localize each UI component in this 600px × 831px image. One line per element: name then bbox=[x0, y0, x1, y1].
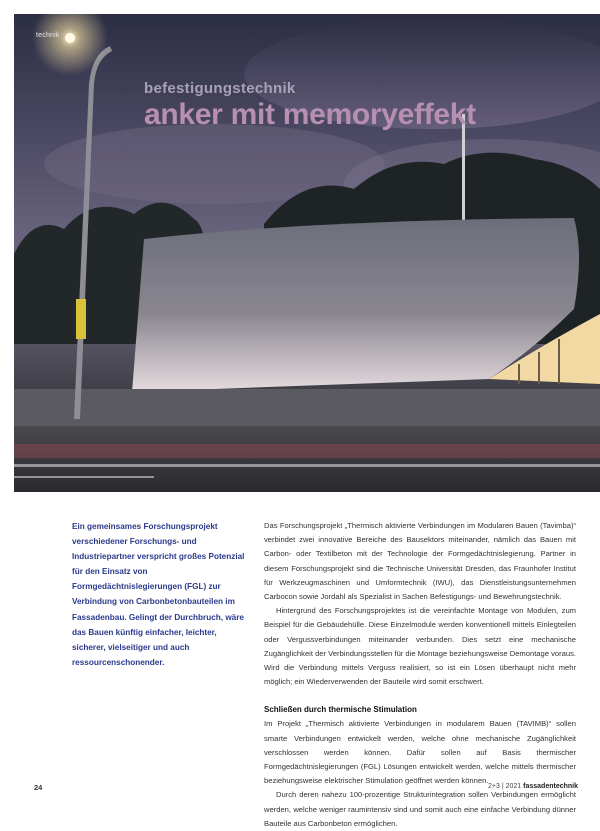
lane-marking bbox=[14, 464, 600, 467]
article-headline: anker mit memoryeffekt bbox=[144, 98, 476, 131]
lane-marking bbox=[14, 476, 154, 478]
body-paragraph-2: Hintergrund des Forschungsprojektes ist die vereinfachte Montage von Modulen, zum Beispiel für die Gebäudehülle. Diese Einzelmodule werden konventionell mittels Einlegteilen oder Vergussverbindungen miteinander verbunden. Dies setzt eine mechanische Zugänglichkeit der Verbindungsstellen für die Montage beziehungsweise Demontage voraus. Wird die Verbindung mittels Verguss realisiert, so ist ein Lösen überhaupt nicht mehr möglich; ein Wiederverwenden der Bauteile wird somit erschwert. bbox=[264, 606, 576, 687]
body-paragraph-1: Das Forschungsprojekt „Thermisch aktivierte Verbindungen im Modularen Bauen (Tavimba)“ verbindet zwei innovative Bereiche des Bausektors miteinander, nämlich das Bauen mit Carbon- oder Textilbeton mit der Technologie der Formgedächtnislegierung. Partner in diesem Forschungsprojekt sind die Technische Universität Dresden, das Fraunhofer Institut für Werkzeugmaschinen und Umformtechnik (IWU), das Dienstleistungsunternehmen Carbocon sowie Jordahl als Spezialist in Sachen Befestigungs- und Bewehrungstechnik. bbox=[264, 521, 576, 602]
article-kicker: befestigungstechnik bbox=[144, 80, 296, 97]
light-trail bbox=[14, 444, 600, 458]
footer-issue bbox=[488, 783, 578, 790]
lamp-light bbox=[65, 33, 75, 43]
road bbox=[14, 426, 600, 492]
lead-paragraph: Ein gemeinsames Forschungsprojekt verschiedener Forschungs- und Industriepartner verspricht großes Potenzial für den Einsatz von Formgedächtnislegierungen (FGL) zur Verbindung von Carbonbetonbauteilen im Fassadenbau. Gelingt der Durchbruch, wäre das Bauen künftig einfacher, leichter, sicherer, vielseitiger und auch ressourcenschonender. bbox=[72, 522, 245, 667]
magazine-name: fassadentechnik bbox=[523, 783, 578, 790]
section-tag: technik bbox=[36, 32, 60, 39]
body-paragraph-4: Durch deren nahezu 100-prozentige Strukturintegration sollen Verbindungen ermöglicht werden, welche weniger raumintensiv sind und somit auch eine einfache Verbindung dünner Bauteile aus Carbonbeton ermöglichen. bbox=[264, 790, 576, 828]
sidewalk bbox=[14, 389, 600, 429]
body-subheading: Schließen durch thermische Stimulation bbox=[264, 705, 417, 715]
issue-label: 2+3 | 2021 bbox=[488, 783, 522, 790]
hero-illustration bbox=[14, 14, 600, 492]
body-paragraph-3: Im Projekt „Thermisch aktivierte Verbindungen in modularem Bauen (TAVIMB)“ sollen smarte Verbindungen entwickelt werden, welche ohne mechanische Zugänglichkeit verschlossen werden können. Dafür sollen auf Basis thermischer Formgedächtnislegierungen (FGL) Lösungen entwickelt werden, welche mittels thermischer beziehungsweise elektrischer Stimulation geöffnet werden können. bbox=[264, 719, 576, 786]
traffic-sign bbox=[76, 299, 86, 339]
page-number: 24 bbox=[34, 783, 43, 792]
hero-photo bbox=[14, 14, 600, 492]
